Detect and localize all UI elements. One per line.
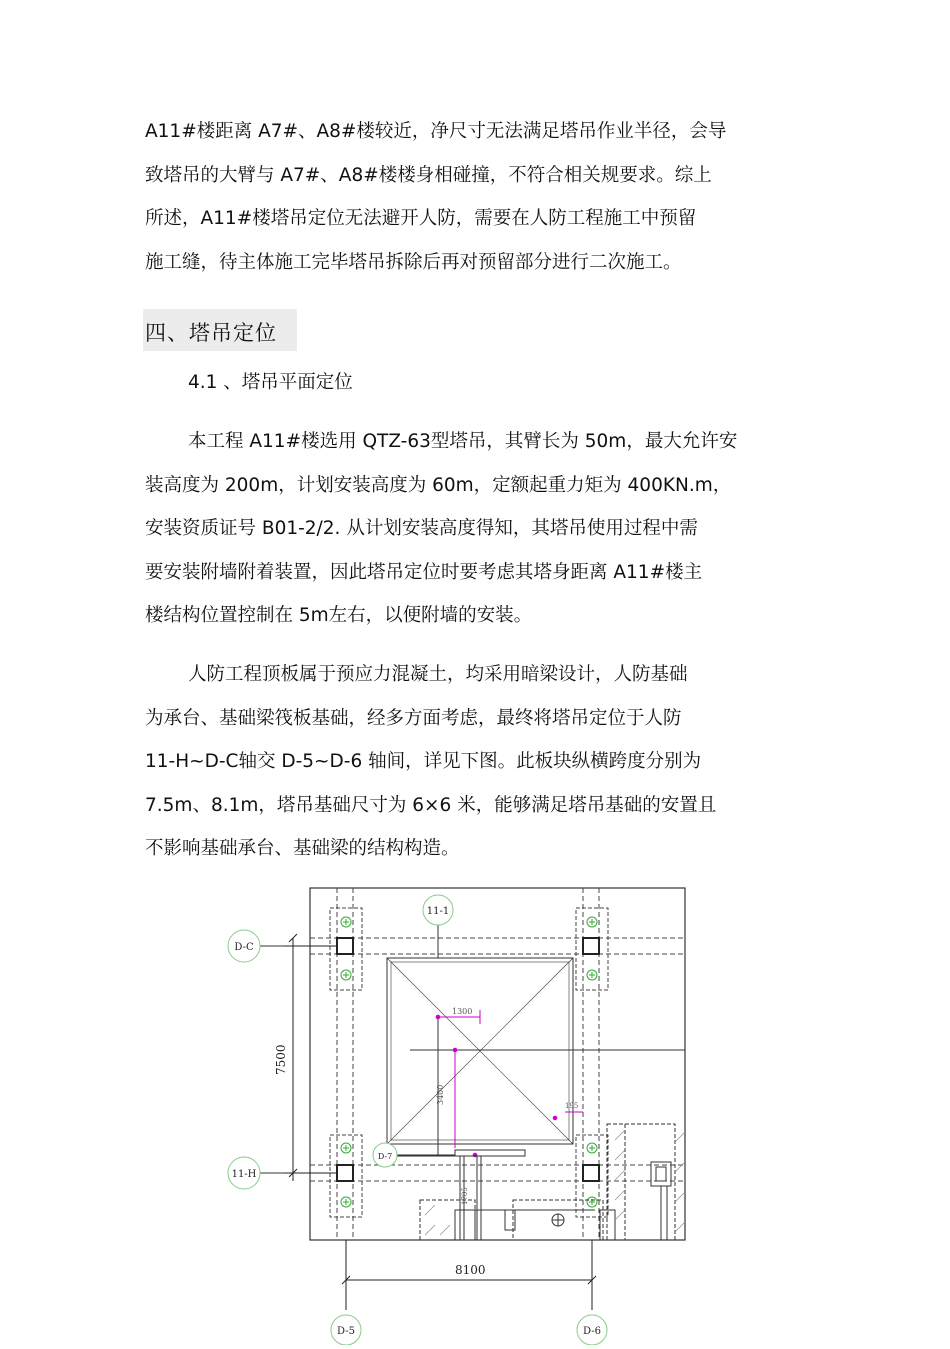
dimension-7500 [285, 934, 337, 1181]
dim-label-1705: 1705 [461, 1187, 469, 1205]
axis-bubble-11-1 [423, 895, 453, 925]
columns [337, 938, 599, 1181]
text-line: 要安装附墙附着装置，因此塔吊定位时要考虑其塔身距离 A11#楼主 [145, 561, 703, 583]
text-line: A11#楼距离 A7#、A8#楼较近，净尺寸无法满足塔吊作业半径，会导 [145, 121, 727, 142]
crane-foundation [387, 958, 685, 1155]
lower-structures [390, 1124, 675, 1240]
tower-crane-plan-drawing [215, 880, 705, 1349]
text-line: 本工程 A11#楼选用 QTZ-63型塔吊，其臂长为 50m，最大允许安 [188, 431, 738, 452]
text-line: 安装资质证号 B01-2/2. 从计划安装高度得知，其塔吊使用过程中需 [145, 518, 698, 539]
axis-bubble-11-h [228, 1157, 285, 1189]
paragraph-3 [145, 653, 825, 871]
svg-text:D-7: D-7 [377, 1152, 393, 1161]
axis-bubble-d-5 [331, 1315, 361, 1345]
text-line: 11-H~D-C轴交 D-5~D-6 轴间，详见下图。此板块纵横跨度分别为 [145, 751, 702, 772]
drawing-frame [310, 888, 685, 1240]
beam-11-h [310, 1165, 685, 1181]
axis-bubble-d-6 [577, 1315, 607, 1345]
svg-text:11-1: 11-1 [426, 906, 450, 917]
text-line: 施工缝，待主体施工完毕塔吊拆除后再对预留部分进行二次施工。 [145, 251, 682, 273]
dim-label-1300: 1300 [452, 1007, 473, 1016]
beam-d-c [310, 938, 685, 954]
text-line: 不影响基础承台、基础梁的结构构造。 [145, 838, 460, 859]
paragraph-2 [145, 420, 825, 638]
subsection-heading: 4.1 、塔吊平面定位 [188, 372, 353, 393]
text-line: 为承台、基础梁筏板基础，经多方面考虑，最终将塔吊定位于人防 [145, 707, 682, 729]
text-line: 致塔吊的大臂与 A7#、A8#楼楼身相碰撞，不符合相关规要求。综上 [145, 164, 712, 186]
svg-text:11-H: 11-H [231, 1169, 257, 1180]
svg-text:D-C: D-C [234, 942, 254, 953]
svg-text:D-5: D-5 [337, 1326, 355, 1337]
dim-label-8100: 8100 [455, 1263, 486, 1277]
axis-bubble-d-c [228, 930, 285, 962]
dim-label-7500: 7500 [274, 1044, 288, 1075]
text-line: 所述，A11#楼塔吊定位无法避开人防，需要在人防工程施工中预留 [145, 208, 697, 229]
text-line: 装高度为 200m，计划安装高度为 60m，定额起重力矩为 400KN.m， [145, 474, 732, 496]
paragraph-1 [145, 110, 825, 284]
text-line: 7.5m、8.1m，塔吊基础尺寸为 6×6 米，能够满足塔吊基础的安置且 [145, 794, 717, 816]
section-heading: 四、塔吊定位 [145, 321, 277, 345]
svg-text:D-6: D-6 [583, 1326, 601, 1337]
axis-bubble-d-7 [373, 1143, 410, 1167]
dim-label-195: 195 [565, 1102, 579, 1110]
dim-label-3400: 3400 [436, 1084, 445, 1105]
dimension-markers [436, 1010, 583, 1157]
text-line: 人防工程顶板属于预应力混凝土，均采用暗梁设计，人防基础 [188, 664, 688, 685]
text-line: 楼结构位置控制在 5m左右，以便附墙的安装。 [145, 605, 533, 626]
